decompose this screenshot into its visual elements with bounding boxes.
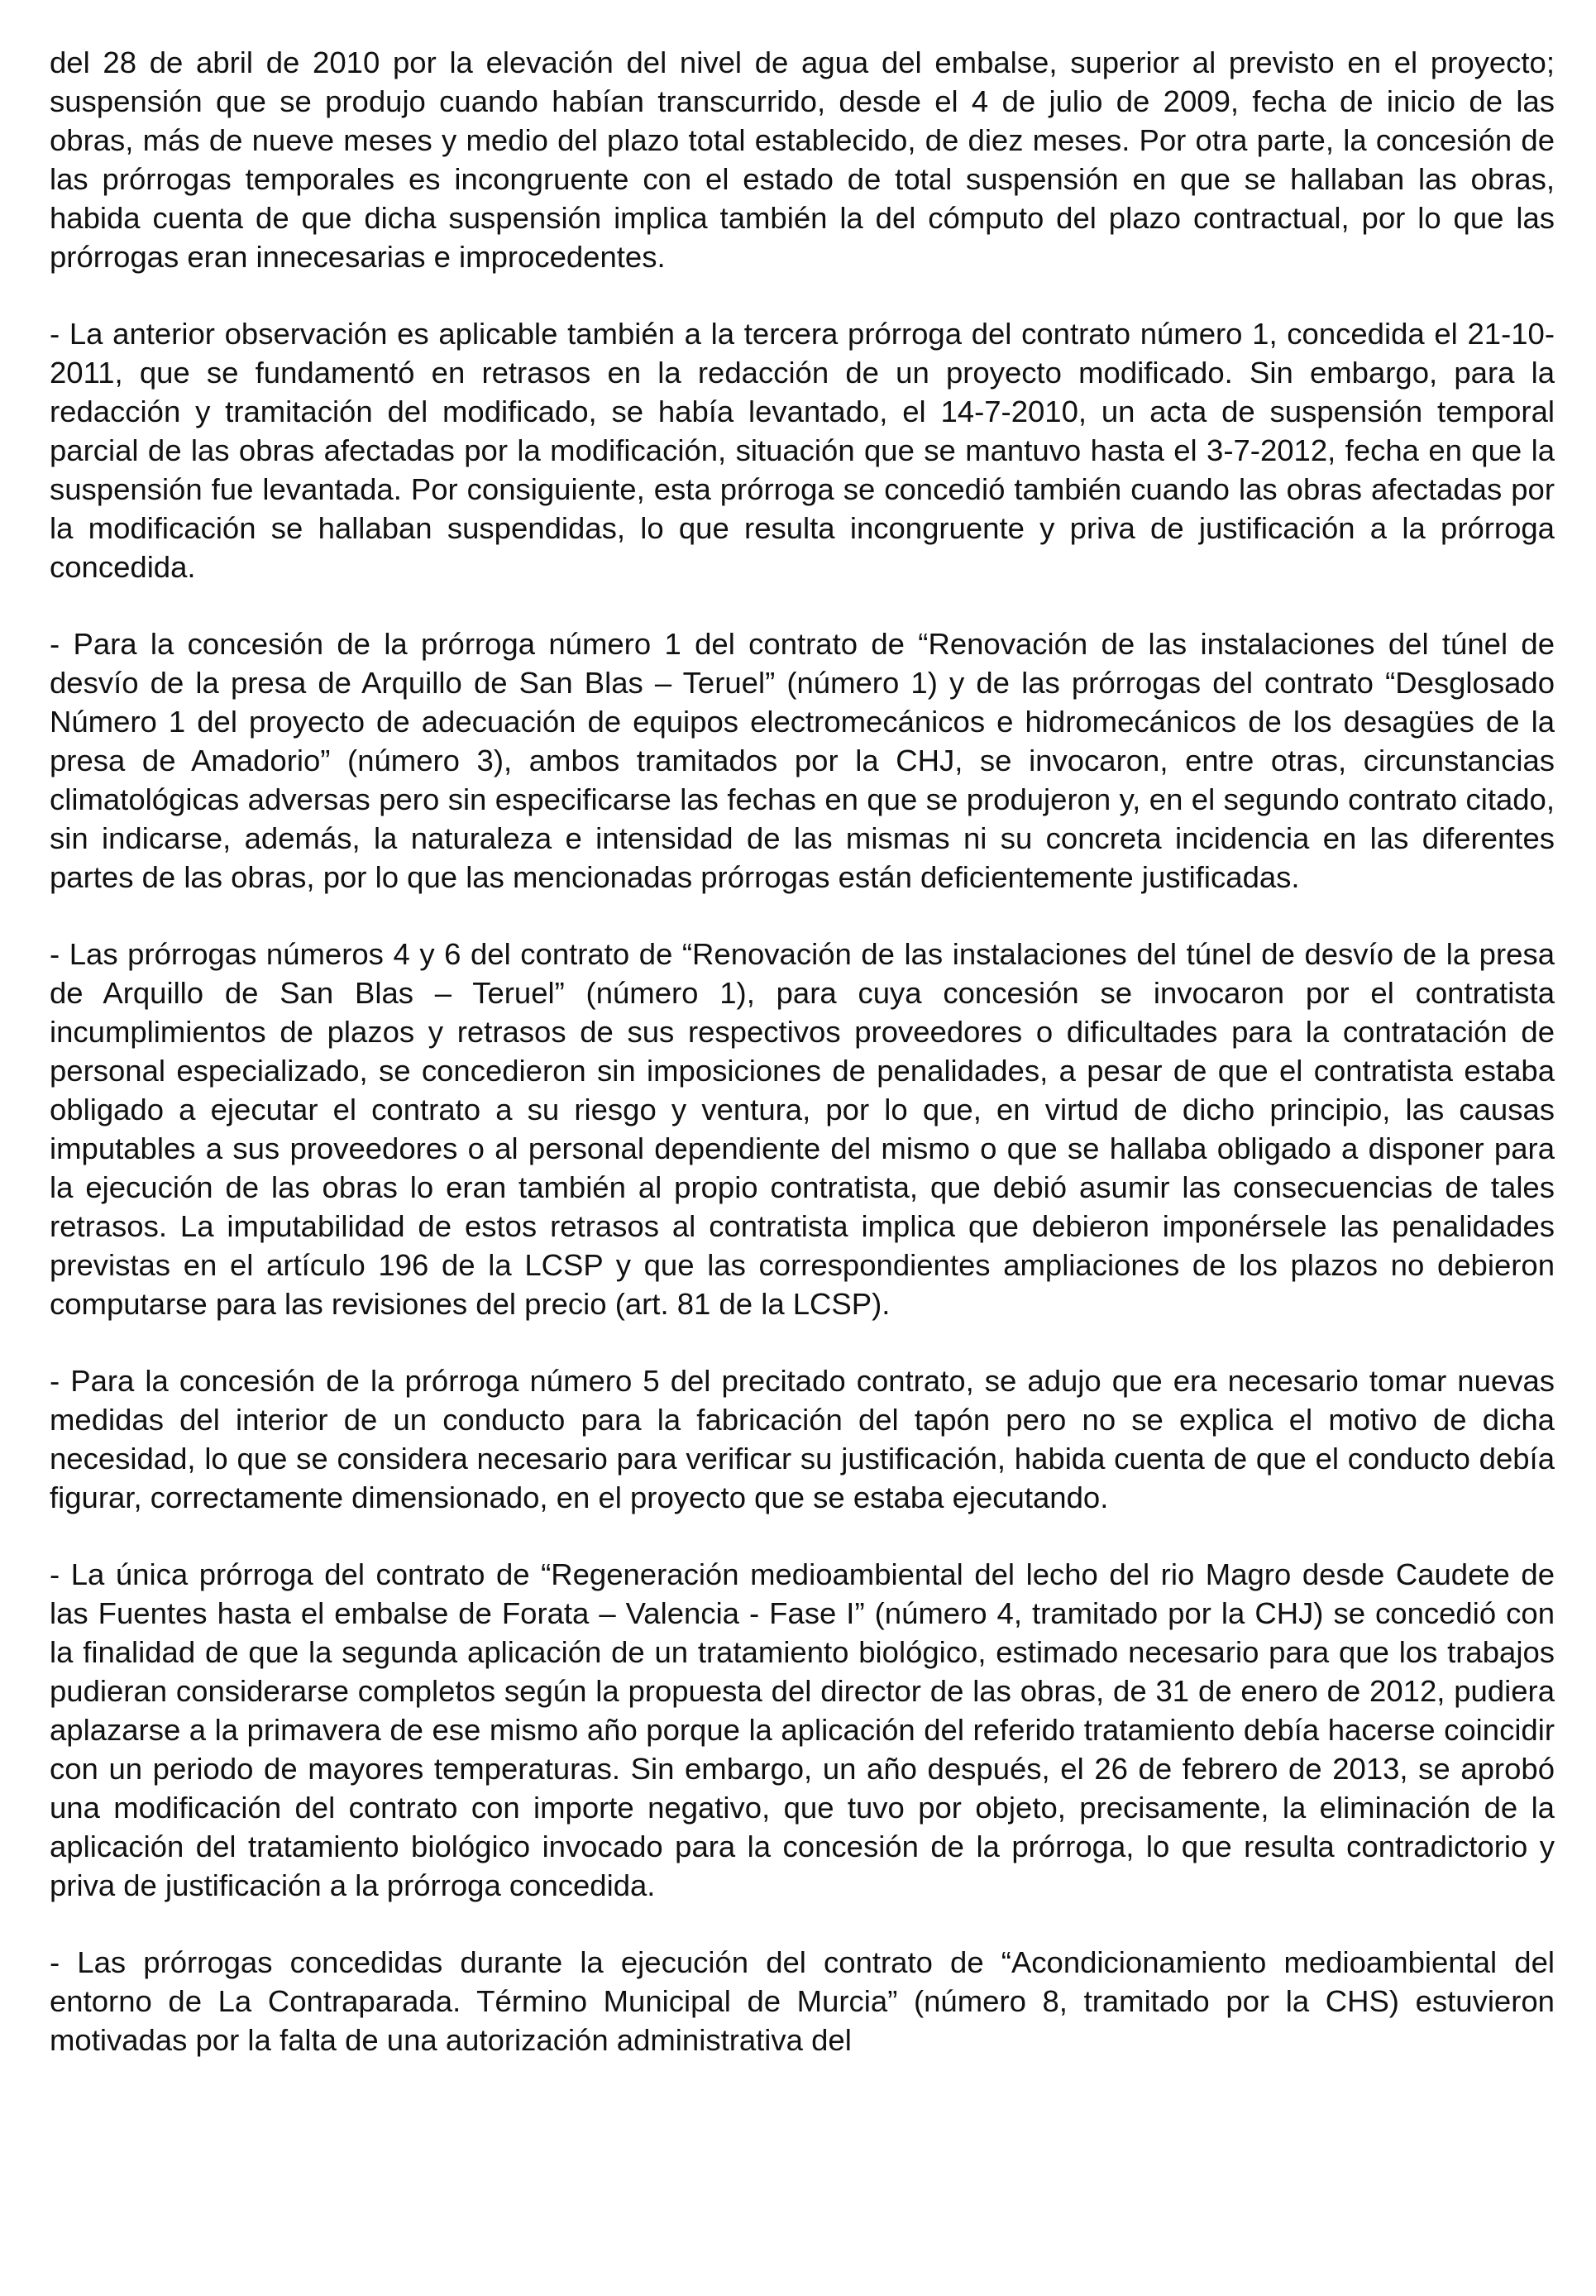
paragraph-6: - La única prórroga del contrato de “Regeneración medioambiental del lecho del rio Magro desde Caudete de las Fuentes hasta el embalse de Forata – Valencia - Fase I” (número 4, tramitado por la CHJ) se concedió con la finalidad de que la segunda aplicación de un tratamiento biológico, estimado necesario para que los trabajos pudieran considerarse completos según la propuesta del director de las obras, de 31 de enero de 2012, pudiera aplazarse a la primavera de ese mismo año porque la aplicación del referido tratamiento debía hacerse coincidir con un periodo de mayores temperaturas. Sin embargo, un año después, el 26 de febrero de 2013, se aprobó una modificación del contrato con importe negativo, que tuvo por objeto, precisamente, la eliminación de la aplicación del tratamiento biológico invocado para la concesión de la prórroga, lo que resulta contradictorio y priva de justificación a la prórroga concedida. [50, 1557, 1555, 1902]
paragraph-3: - Para la concesión de la prórroga número 1 del contrato de “Renovación de las instalaciones del túnel de desvío de la presa de Arquillo de San Blas – Teruel” (número 1) y de las prórrogas del contrato “Desglosado Número 1 del proyecto de adecuación de equipos electromecánicos e hidromecánicos de los desagües de la presa de Amadorio” (número 3), ambos tramitados por la CHJ, se invocaron, entre otras, circunstancias climatológicas adversas pero sin especificarse las fechas en que se produjeron y, en el segundo contrato citado, sin indicarse, además, la naturaleza e intensidad de las mismas ni su concreta incidencia en las diferentes partes de las obras, por lo que las mencionadas prórrogas están deficientemente justificadas. [50, 627, 1555, 894]
paragraph-2: - La anterior observación es aplicable también a la tercera prórroga del contrato número 1, concedida el 21-10-2011, que se fundamentó en retrasos en la redacción de un proyecto modificado. Sin embargo, para la redacción y tramitación del modificado, se había levantado, el 14-7-2010, un acta de suspensión temporal parcial de las obras afectadas por la modificación, situación que se mantuvo hasta el 3-7-2012, fecha en que la suspensión fue levantada. Por consiguiente, esta prórroga se concedió también cuando las obras afectadas por la modificación se hallaban suspendidas, lo que resulta incongruente y priva de justificación a la prórroga concedida. [50, 317, 1555, 584]
paragraph-4: - Las prórrogas números 4 y 6 del contrato de “Renovación de las instalaciones del túnel de desvío de la presa de Arquillo de San Blas – Teruel” (número 1), para cuya concesión se invocaron por el contratista incumplimientos de plazos y retrasos de sus respectivos proveedores o dificultades para la contratación de personal especializado, se concedieron sin imposiciones de penalidades, a pesar de que el contratista estaba obligado a ejecutar el contrato a su riesgo y ventura, por lo que, en virtud de dicho principio, las causas imputables a sus proveedores o al personal dependiente del mismo o que se hallaba obligado a disponer para la ejecución de las obras lo eran también al propio contratista, que debió asumir las consecuencias de tales retrasos. La imputabilidad de estos retrasos al contratista implica que debieron imponérsele las penalidades previstas en el artículo 196 de la LCSP y que las correspondientes ampliaciones de los plazos no debieron computarse para las revisiones del precio (art. 81 de la LCSP). [50, 937, 1555, 1321]
document-page [50, 43, 1555, 2059]
paragraph-5: - Para la concesión de la prórroga número 5 del precitado contrato, se adujo que era necesario tomar nuevas medidas del interior de un conducto para la fabricación del tapón pero no se explica el motivo de dicha necesidad, lo que se considera necesario para verificar su justificación, habida cuenta de que el conducto debía figurar, correctamente dimensionado, en el proyecto que se estaba ejecutando. [50, 1364, 1555, 1514]
paragraph-7: - Las prórrogas concedidas durante la ejecución del contrato de “Acondicionamiento medioambiental del entorno de La Contraparada. Término Municipal de Murcia” (número 8, tramitado por la CHS) estuvieron motivadas por la falta de una autorización administrativa del [50, 1945, 1555, 2057]
paragraph-1: del 28 de abril de 2010 por la elevación del nivel de agua del embalse, superior al previsto en el proyecto; suspensión que se produjo cuando habían transcurrido, desde el 4 de julio de 2009, fecha de inicio de las obras, más de nueve meses y medio del plazo total establecido, de diez meses. Por otra parte, la concesión de las prórrogas temporales es incongruente con el estado de total suspensión en que se hallaban las obras, habida cuenta de que dicha suspensión implica también la del cómputo del plazo contractual, por lo que las prórrogas eran innecesarias e improcedentes. [50, 45, 1555, 274]
